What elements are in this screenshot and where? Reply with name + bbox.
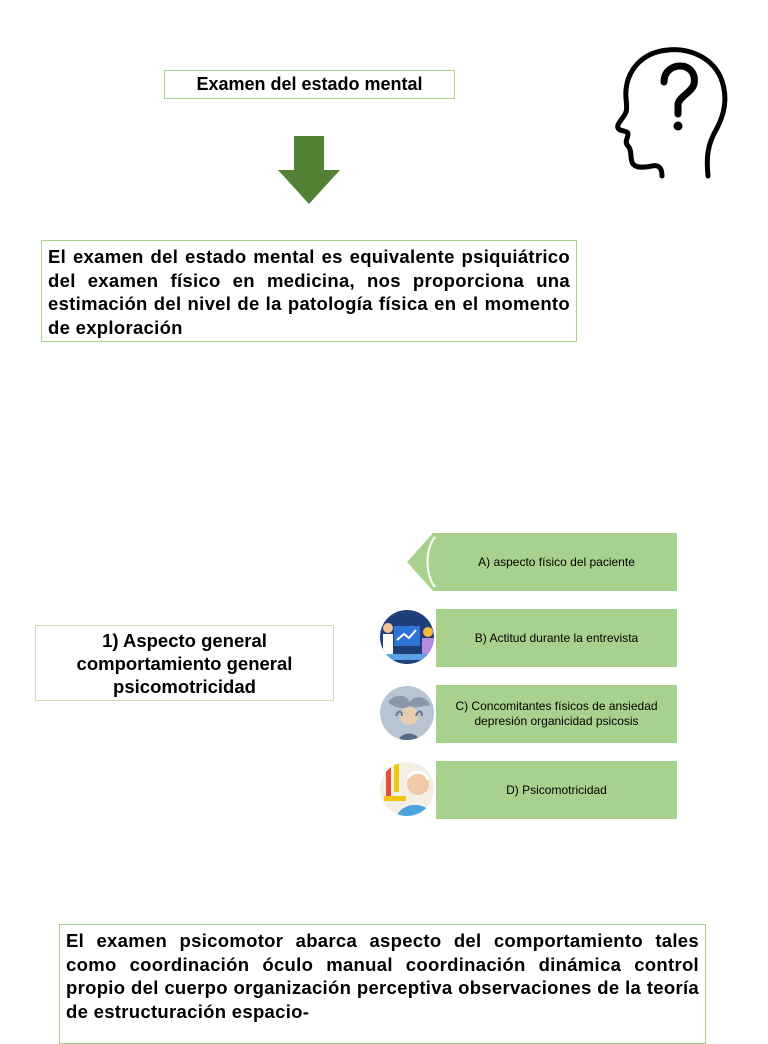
item-c-label-line-1: C) Concomitantes físicos de ansiedad [455, 699, 658, 713]
page-title: Examen del estado mental [164, 70, 455, 99]
item-b-label: B) Actitud durante la entrevista [474, 630, 639, 645]
head-question-icon [612, 44, 732, 182]
aspect-line-2: comportamiento general [76, 652, 293, 674]
aspect-general-box [35, 625, 334, 701]
anxiety-image [378, 684, 436, 742]
item-a-label: A) aspecto físico del paciente [478, 554, 635, 569]
list-item-d [436, 761, 677, 819]
aspect-line-3: psicomotricidad [113, 675, 256, 697]
aspect-line-1: 1) Aspecto general [102, 629, 267, 651]
interview-image [378, 608, 436, 666]
psychomotor-image [378, 760, 436, 818]
list-item-b [436, 609, 677, 667]
item-d-label: D) Psicomotricidad [506, 782, 607, 797]
chevron-left-icon [405, 533, 445, 591]
down-arrow-icon [278, 136, 340, 204]
psychomotor-description: El examen psicomotor abarca aspecto del comportamiento tales como coordinación óculo manual coordinación dinámica control propio del cuerpo organización perceptiva observaciones de la teoría de estructuración espacio- [59, 924, 706, 1044]
definition-text: El examen del estado mental es equivalente psiquiátrico del examen físico en medicina, nos proporciona una estimación del nivel de la patología física en el momento de exploración [41, 240, 577, 342]
list-item-c [436, 685, 677, 743]
item-c-label-line-2: depresión organicidad psicosis [474, 714, 639, 728]
list-item-a [436, 533, 677, 591]
